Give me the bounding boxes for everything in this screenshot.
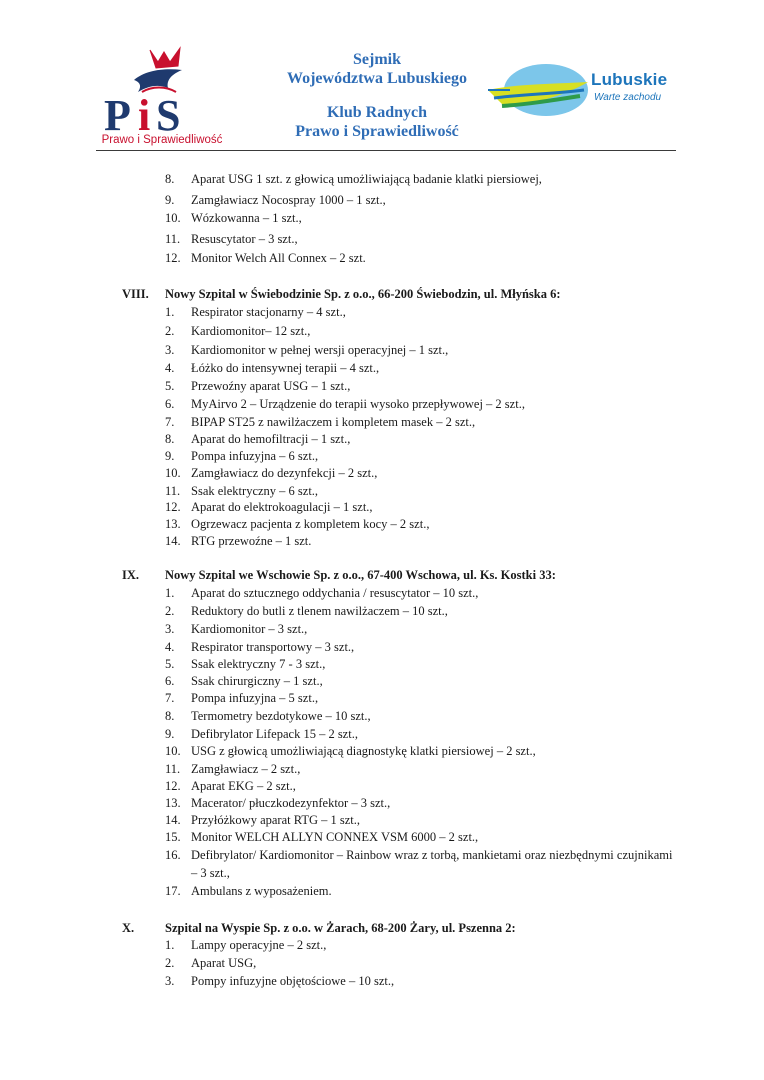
list-item: 12. Monitor Welch All Connex – 2 szt. <box>165 251 366 265</box>
section-title: Nowy Szpital w Świebodzinie Sp. z o.o., 66-200 Świebodzin, ul. Młyńska 6: <box>165 287 561 301</box>
document-header <box>0 0 764 160</box>
list-item: 5. Przewoźny aparat USG – 1 szt., <box>165 379 351 393</box>
header-titles <box>232 50 522 141</box>
list-item: 13. Macerator/ płuczkodezynfektor – 3 szt., <box>165 796 391 810</box>
list-item: 10. Zamgławiacz do dezynfekcji – 2 szt., <box>165 466 378 480</box>
lubuskie-subtitle: Warte zachodu <box>594 92 662 103</box>
list-item: 14. Przyłóżkowy aparat RTG – 1 szt., <box>165 813 361 827</box>
list-item: 8. Aparat do hemofiltracji – 1 szt., <box>165 432 351 446</box>
list-item: 16. Defibrylator/ Kardiomonitor – Rainbow wraz z torbą, mankietami oraz niezbędnymi czujnikami <box>165 848 673 862</box>
title-line-3: Klub Radnych <box>326 104 428 121</box>
list-item: 1. Aparat do sztucznego oddychania / resuscytator – 10 szt., <box>165 586 479 600</box>
list-item: 4. Respirator transportowy – 3 szt., <box>165 640 355 654</box>
title-line-2: Województwa Lubuskiego <box>286 70 468 87</box>
list-item: 14. RTG przewoźne – 1 szt. <box>165 534 312 548</box>
header-divider <box>96 150 676 151</box>
list-item: 11. Zamgławiacz – 2 szt., <box>165 762 301 776</box>
svg-text:S: S <box>156 91 181 140</box>
lubuskie-title: Lubuskie <box>591 70 668 89</box>
list-item: 8. Aparat USG 1 szt. z głowicą umożliwiającą badanie klatki piersiowej, <box>165 172 542 186</box>
title-line-4: Prawo i Sprawiedliwość <box>295 123 459 140</box>
list-item: 1. Lampy operacyjne – 2 szt., <box>165 938 327 952</box>
list-item: 3. Pompy infuzyjne objętościowe – 10 szt., <box>165 974 395 988</box>
list-item: 7. Pompa infuzyjna – 5 szt., <box>165 691 319 705</box>
list-item: 9. Defibrylator Lifepack 15 – 2 szt., <box>165 727 358 741</box>
pis-caption: Prawo i Sprawiedliwość <box>101 134 223 146</box>
section-number: VIII. <box>122 287 149 301</box>
svg-text:i: i <box>138 91 151 140</box>
list-item: 2. Kardiomonitor– 12 szt., <box>165 324 311 338</box>
list-item: 12. Aparat EKG – 2 szt., <box>165 779 296 793</box>
section-title: Nowy Szpital we Wschowie Sp. z o.o., 67-400 Wschowa, ul. Ks. Kostki 33: <box>165 568 556 582</box>
section-title: Szpital na Wyspie Sp. z o.o. w Żarach, 68-200 Żary, ul. Pszenna 2: <box>165 921 516 935</box>
list-item: 2. Aparat USG, <box>165 956 257 970</box>
list-item: 7. BIPAP ST25 z nawilżaczem i kompletem masek – 2 szt., <box>165 415 476 429</box>
list-item: 3. Kardiomonitor – 3 szt., <box>165 622 308 636</box>
list-item: 10. Wózkowanna – 1 szt., <box>165 211 302 225</box>
section-number: IX. <box>122 568 140 582</box>
svg-text:P: P <box>104 91 131 140</box>
lubuskie-logo <box>484 54 594 124</box>
list-item: 11. Ssak elektryczny – 6 szt., <box>165 484 319 498</box>
list-item: 13. Ogrzewacz pacjenta z kompletem kocy – 2 szt., <box>165 517 430 531</box>
list-item: 10. USG z głowicą umożliwiającą diagnostykę klatki piersiowej – 2 szt., <box>165 744 536 758</box>
list-item: 9. Pompa infuzyjna – 6 szt., <box>165 449 319 463</box>
list-item: 6. MyAirvo 2 – Urządzenie do terapii wysoko przepływowej – 2 szt., <box>165 397 525 411</box>
list-item: 8. Termometry bezdotykowe – 10 szt., <box>165 709 371 723</box>
list-item: 4. Łóżko do intensywnej terapii – 4 szt., <box>165 361 380 375</box>
list-item: 1. Respirator stacjonarny – 4 szt., <box>165 305 346 319</box>
title-line-1: Sejmik <box>353 51 401 68</box>
list-item: 3. Kardiomonitor w pełnej wersji operacyjnej – 1 szt., <box>165 343 449 357</box>
list-item: 12. Aparat do elektrokoagulacji – 1 szt., <box>165 500 373 514</box>
list-item: 6. Ssak chirurgiczny – 1 szt., <box>165 674 323 688</box>
list-item-continuation: – 3 szt., <box>191 866 230 880</box>
list-item: 17. Ambulans z wyposażeniem. <box>165 884 332 898</box>
section-number: X. <box>122 921 135 935</box>
list-item: 15. Monitor WELCH ALLYN CONNEX VSM 6000 – 2 szt., <box>165 830 479 844</box>
list-item: 2. Reduktory do butli z tlenem nawilżaczem – 10 szt., <box>165 604 448 618</box>
list-item: 5. Ssak elektryczny 7 - 3 szt., <box>165 657 326 671</box>
list-item: 11. Resuscytator – 3 szt., <box>165 232 298 246</box>
list-item: 9. Zamgławiacz Nocospray 1000 – 1 szt., <box>165 193 386 207</box>
